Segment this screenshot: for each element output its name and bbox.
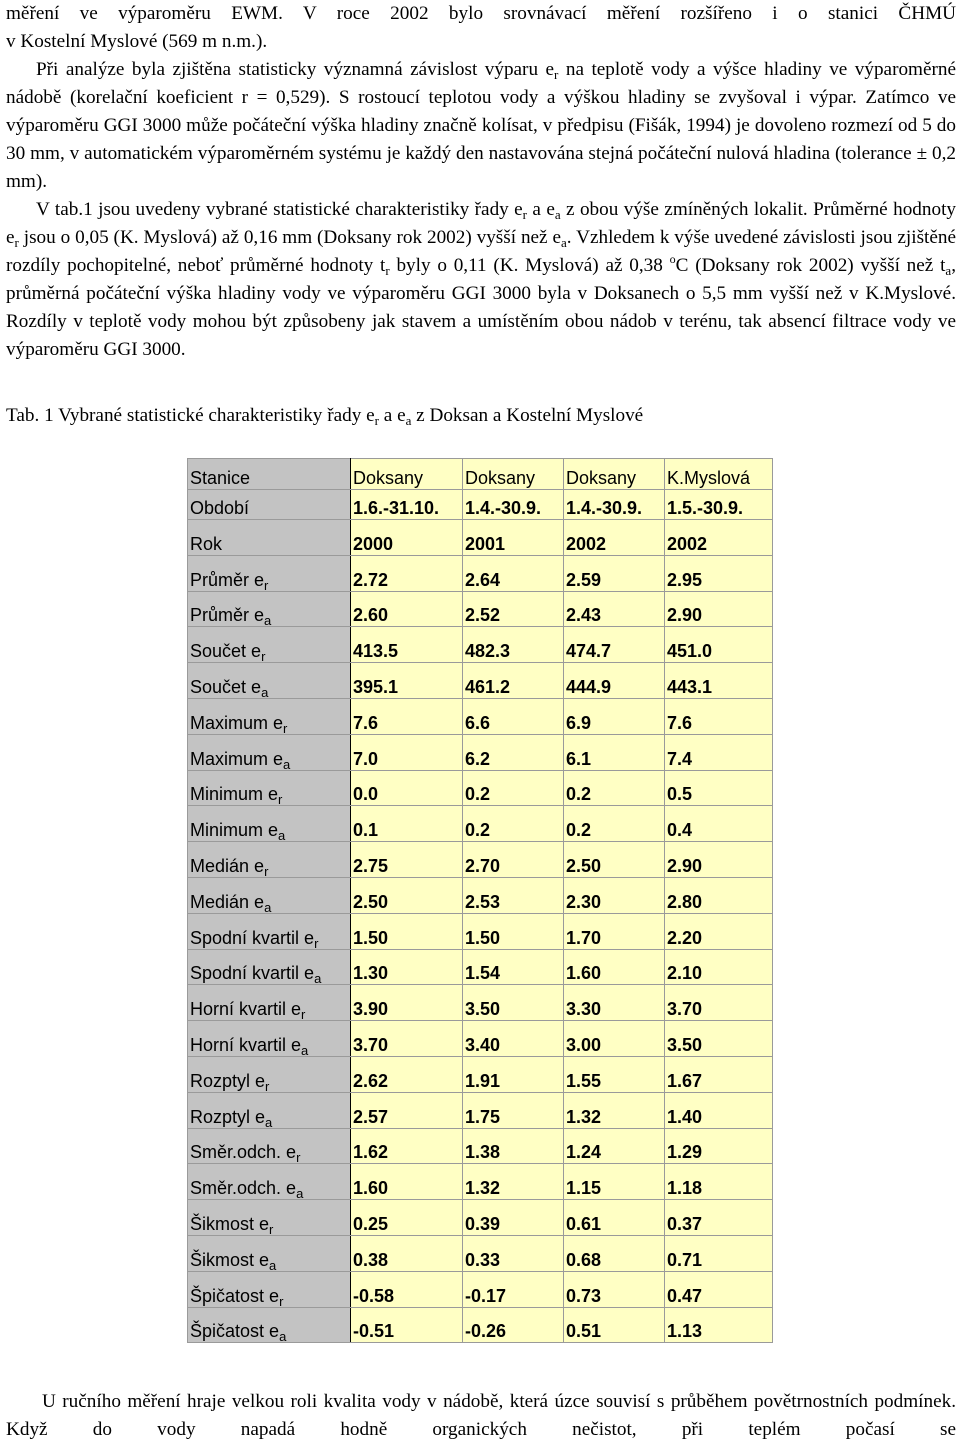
row-label-text: Maximum e: [190, 712, 284, 733]
table-row: [188, 1307, 773, 1343]
table-cell: 1.18: [665, 1164, 773, 1200]
table-row: [188, 1056, 773, 1092]
table-cell: 2.60: [351, 591, 463, 627]
table-cell: 1.54: [463, 949, 564, 985]
row-label: [188, 1056, 351, 1092]
table-cell: 2.43: [564, 591, 665, 627]
table-row: [188, 1164, 773, 1200]
table-cell: -0.58: [351, 1271, 463, 1307]
table-row: [188, 555, 773, 591]
row-label-subscript: r: [283, 720, 288, 736]
table-row: [188, 591, 773, 627]
table-cell: 0.33: [463, 1235, 564, 1271]
table-cell: 1.75: [463, 1092, 564, 1128]
table-cell: 443.1: [665, 663, 773, 699]
row-label: [188, 663, 351, 699]
table-cell: 0.2: [463, 770, 564, 806]
table-cell: 395.1: [351, 663, 463, 699]
table-cell: 0.1: [351, 806, 463, 842]
table-cell: 6.9: [564, 698, 665, 734]
table-header-cell: Doksany: [351, 459, 463, 490]
table-header-row: [188, 459, 773, 490]
row-label: [188, 1092, 351, 1128]
row-label-subscript: a: [264, 613, 272, 629]
table-row: [188, 913, 773, 949]
row-label: [188, 627, 351, 663]
closing-paragraph: [6, 1388, 956, 1444]
table-row: [188, 1128, 773, 1164]
row-label-subscript: r: [278, 792, 283, 808]
row-label-subscript: a: [301, 1042, 309, 1058]
table-row: [188, 770, 773, 806]
paragraph-correlation: [6, 56, 956, 196]
table-row: [188, 806, 773, 842]
table-cell: 3.70: [665, 985, 773, 1021]
table-cell: 2.64: [463, 555, 564, 591]
table-cell: 451.0: [665, 627, 773, 663]
table-cell: 1.30: [351, 949, 463, 985]
table-cell: 1.60: [564, 949, 665, 985]
table-cell: 3.70: [351, 1021, 463, 1057]
p2-text-a: Při analýze byla zjištěna statisticky významná závislost výparu e: [36, 59, 555, 80]
row-label-text: Horní kvartil e: [190, 1034, 302, 1055]
table-cell: 2.20: [665, 913, 773, 949]
table-cell: 7.6: [665, 698, 773, 734]
table-cell: -0.17: [463, 1271, 564, 1307]
row-label-text: Spodní kvartil e: [190, 927, 315, 948]
table-cell: 2.50: [351, 877, 463, 913]
table-cell: 2.30: [564, 877, 665, 913]
table-row: [188, 949, 773, 985]
table-cell: 1.24: [564, 1128, 665, 1164]
p3-h: , průměrná počáteční výška hladiny vody ve výparoměru GGI 3000 byla v Doksanech o 5,5 mm vyšší než v K.Myslové. Rozdíly v teplotě vody mohou být způsobeny jak stavem a umístěním obou nádob v terénu, tak absencí filtrace vody ve výparoměru GGI 3000.: [6, 255, 956, 360]
p3-sub5: r: [385, 263, 390, 278]
p2-text-b: na teplotě vody a výšce hladiny ve výparoměrné nádobě (korelační koeficient r = 0,529). S rostoucí teplotou vody a výškou hladiny se zvyšoval i výpar. Zatímco ve výparoměru GGI 3000 může počáteční výška hladiny značně kolísat, v předpisu (Fišák, 1994) je dovoleno rozmezí od 5 do 30 mm, v automatickém výparoměrném systému je každý den nastavována stejná počáteční nulová hladina (tolerance ± 0,2 mm).: [6, 59, 956, 192]
table-cell: 2.90: [665, 842, 773, 878]
caption-a: Tab. 1 Vybrané statistické charakteristiky řady e: [6, 405, 375, 426]
table-cell: 0.39: [463, 1200, 564, 1236]
table-row: [188, 698, 773, 734]
table-cell: 2.50: [564, 842, 665, 878]
table-cell: 2001: [463, 520, 564, 556]
table-cell: 0.37: [665, 1200, 773, 1236]
table-cell: 3.90: [351, 985, 463, 1021]
row-label-subscript: r: [296, 1150, 301, 1166]
table-caption: [6, 402, 643, 430]
row-label-text: Směr.odch. e: [190, 1178, 297, 1199]
row-label-subscript: a: [278, 828, 286, 844]
table-cell: 2.53: [463, 877, 564, 913]
row-label-text: Minimum e: [190, 784, 279, 805]
table-cell: 3.30: [564, 985, 665, 1021]
row-label-text: Spodní kvartil e: [190, 963, 315, 984]
row-label: [188, 555, 351, 591]
row-label-text: Směr.odch. e: [190, 1142, 297, 1163]
row-label-text: Rozptyl e: [190, 1070, 266, 1091]
table-cell: 1.6.-31.10.: [351, 490, 463, 520]
row-label-text: Šikmost e: [190, 1249, 270, 1270]
table-cell: 3.40: [463, 1021, 564, 1057]
table-cell: 1.32: [463, 1164, 564, 1200]
table-cell: -0.26: [463, 1307, 564, 1343]
table-cell: 2.80: [665, 877, 773, 913]
table-header-cell: Doksany: [564, 459, 665, 490]
table-cell: 2002: [564, 520, 665, 556]
text-line-2: v Kostelní Myslové (569 m n.m.).: [6, 31, 268, 52]
row-label: [188, 520, 351, 556]
row-label-subscript: a: [314, 971, 322, 987]
table-cell: 1.60: [351, 1164, 463, 1200]
p3-b: a e: [527, 199, 555, 220]
table-cell: 1.91: [463, 1056, 564, 1092]
row-label: [188, 490, 351, 520]
row-label-subscript: r: [265, 1078, 270, 1094]
table-cell: 1.4.-30.9.: [463, 490, 564, 520]
row-label: [188, 1021, 351, 1057]
p3-g: C (Doksany rok 2002) vyšší než t: [675, 255, 946, 276]
row-label: [188, 842, 351, 878]
row-label-text: Období: [190, 498, 250, 518]
row-label: [188, 1235, 351, 1271]
row-label-subscript: a: [261, 684, 269, 700]
table-cell: 6.6: [463, 698, 564, 734]
row-label-subscript: a: [264, 899, 272, 915]
row-label: [188, 698, 351, 734]
statistics-table-body: [188, 459, 773, 1343]
table-cell: 1.40: [665, 1092, 773, 1128]
row-label-subscript: r: [264, 863, 269, 879]
table-cell: 0.73: [564, 1271, 665, 1307]
table-cell: 6.2: [463, 734, 564, 770]
table-cell: 0.68: [564, 1235, 665, 1271]
table-cell: 7.6: [351, 698, 463, 734]
table-cell: 2.59: [564, 555, 665, 591]
table-cell: 461.2: [463, 663, 564, 699]
table-cell: 2.95: [665, 555, 773, 591]
table-header-cell: K.Myslová: [665, 459, 773, 490]
p3-a: V tab.1 jsou uvedeny vybrané statistické charakteristiky řady e: [36, 199, 523, 220]
p3-sub6: a: [945, 263, 952, 278]
p3-f: byly o 0,11 (K. Myslová) až 0,38: [389, 255, 670, 276]
p3-c: z obou výše zmíněných lokalit. Průměrné hodnoty e: [6, 199, 956, 248]
table-cell: 1.62: [351, 1128, 463, 1164]
row-label-subscript: r: [314, 935, 319, 951]
table-cell: 1.4.-30.9.: [564, 490, 665, 520]
row-label-text: Součet e: [190, 641, 262, 662]
table-cell: 7.4: [665, 734, 773, 770]
row-label: [188, 806, 351, 842]
row-label-subscript: r: [301, 1007, 306, 1023]
caption-c: z Doksan a Kostelní Myslové: [411, 405, 644, 426]
row-label-text: Špičatost e: [190, 1321, 280, 1342]
row-label: [188, 985, 351, 1021]
table-cell: 1.50: [351, 913, 463, 949]
row-label-text: Špičatost e: [190, 1285, 280, 1306]
p3-sub4: a: [560, 235, 567, 250]
table-cell: 6.1: [564, 734, 665, 770]
table-cell: 2.70: [463, 842, 564, 878]
table-cell: -0.51: [351, 1307, 463, 1343]
caption-sub2: a: [405, 413, 412, 428]
row-label-text: Šikmost e: [190, 1213, 270, 1234]
row-label-text: Horní kvartil e: [190, 999, 302, 1020]
row-label: [188, 949, 351, 985]
table-cell: 474.7: [564, 627, 665, 663]
table-cell: 0.0: [351, 770, 463, 806]
table-row: [188, 1235, 773, 1271]
row-label: [188, 591, 351, 627]
table-cell: 0.2: [564, 806, 665, 842]
row-label: [188, 734, 351, 770]
p2-sub: r: [554, 67, 559, 82]
text-line-1: měření ve výparoměru EWM. V roce 2002 bylo srovnávací měření rozšířeno i o stanici ČHMÚ: [6, 3, 956, 24]
table-cell: 444.9: [564, 663, 665, 699]
row-label-subscript: a: [283, 756, 291, 772]
table-cell: 0.47: [665, 1271, 773, 1307]
table-row: [188, 627, 773, 663]
table-cell: 413.5: [351, 627, 463, 663]
table-cell: 1.32: [564, 1092, 665, 1128]
table-cell: 2002: [665, 520, 773, 556]
table-cell: 7.0: [351, 734, 463, 770]
row-label: [188, 877, 351, 913]
row-label-subscript: r: [269, 1221, 274, 1237]
row-label: [188, 1164, 351, 1200]
table-cell: 482.3: [463, 627, 564, 663]
row-label: [188, 1128, 351, 1164]
table-cell: 2.52: [463, 591, 564, 627]
row-label-text: Medián e: [190, 891, 265, 912]
table-cell: 1.38: [463, 1128, 564, 1164]
row-label-subscript: r: [279, 1293, 284, 1309]
row-label-subscript: r: [261, 649, 266, 665]
table-row: [188, 520, 773, 556]
p3-sub1: r: [522, 207, 528, 222]
row-label-subscript: a: [296, 1186, 304, 1202]
table-cell: 2.72: [351, 555, 463, 591]
table-row: [188, 842, 773, 878]
p3-sup: o: [669, 252, 676, 266]
table-cell: 2.90: [665, 591, 773, 627]
row-label-text: Rok: [190, 533, 223, 554]
statistics-table: [187, 458, 773, 1343]
row-label-subscript: r: [264, 577, 269, 593]
paragraph-table-intro: [6, 196, 956, 364]
table-cell: 0.2: [463, 806, 564, 842]
table-cell: 1.15: [564, 1164, 665, 1200]
row-label-subscript: a: [265, 1114, 273, 1130]
row-label-text: Průměr e: [190, 569, 265, 590]
intro-text: [6, 0, 956, 364]
caption-sub1: r: [374, 413, 379, 428]
p3-sub3: r: [14, 235, 19, 250]
row-label-subscript: a: [269, 1257, 277, 1273]
table-cell: 1.67: [665, 1056, 773, 1092]
table-cell: 2.57: [351, 1092, 463, 1128]
table-row: [188, 490, 773, 520]
table-cell: 3.50: [665, 1021, 773, 1057]
table-cell: 3.50: [463, 985, 564, 1021]
row-label-subscript: a: [279, 1329, 287, 1345]
table-cell: 0.4: [665, 806, 773, 842]
table-row: [188, 877, 773, 913]
p3-sub2: a: [554, 207, 561, 222]
p3-e: . Vzhledem k výše uvedené závislosti jsou zjištěné rozdíly pochopitelné, neboť průměrné hodnoty t: [6, 227, 956, 276]
caption-b: a e: [378, 405, 406, 426]
table-cell: 0.25: [351, 1200, 463, 1236]
row-label: [188, 1200, 351, 1236]
row-label-text: Minimum e: [190, 820, 279, 841]
row-label-text: Medián e: [190, 855, 265, 876]
row-label: [188, 1271, 351, 1307]
table-cell: 0.38: [351, 1235, 463, 1271]
row-label: [188, 913, 351, 949]
table-row: [188, 663, 773, 699]
table-row: [188, 1200, 773, 1236]
table-cell: 1.5.-30.9.: [665, 490, 773, 520]
table-row: [188, 1021, 773, 1057]
table-row: [188, 1092, 773, 1128]
table-cell: 0.61: [564, 1200, 665, 1236]
row-label-text: Součet e: [190, 676, 262, 697]
table-cell: 1.50: [463, 913, 564, 949]
row-label-text: Rozptyl e: [190, 1106, 266, 1127]
table-row: [188, 1271, 773, 1307]
table-cell: 2000: [351, 520, 463, 556]
table-row: [188, 734, 773, 770]
table-cell: 1.13: [665, 1307, 773, 1343]
table-header-cell: Stanice: [188, 459, 351, 490]
row-label: [188, 1307, 351, 1343]
row-label: [188, 770, 351, 806]
table-cell: 0.51: [564, 1307, 665, 1343]
table-cell: 1.29: [665, 1128, 773, 1164]
table-cell: 3.00: [564, 1021, 665, 1057]
table-cell: 1.70: [564, 913, 665, 949]
table-cell: 2.10: [665, 949, 773, 985]
table-header-cell: Doksany: [463, 459, 564, 490]
p3-d: jsou o 0,05 (K. Myslová) až 0,16 mm (Doksany rok 2002) vyšší než e: [18, 227, 561, 248]
row-label-text: Průměr e: [190, 605, 265, 626]
table-row: [188, 985, 773, 1021]
table-cell: 0.2: [564, 770, 665, 806]
table-cell: 2.62: [351, 1056, 463, 1092]
closing-text: U ručního měření hraje velkou roli kvalita vody v nádobě, která úzce souvisí s průběhem povětrnostních podmínek. Když do vody napadá hodně organických nečistot, při teplém počasí se: [6, 1391, 956, 1440]
table-cell: 0.5: [665, 770, 773, 806]
table-cell: 0.71: [665, 1235, 773, 1271]
row-label-text: Maximum e: [190, 748, 284, 769]
table-cell: 2.75: [351, 842, 463, 878]
table-cell: 1.55: [564, 1056, 665, 1092]
